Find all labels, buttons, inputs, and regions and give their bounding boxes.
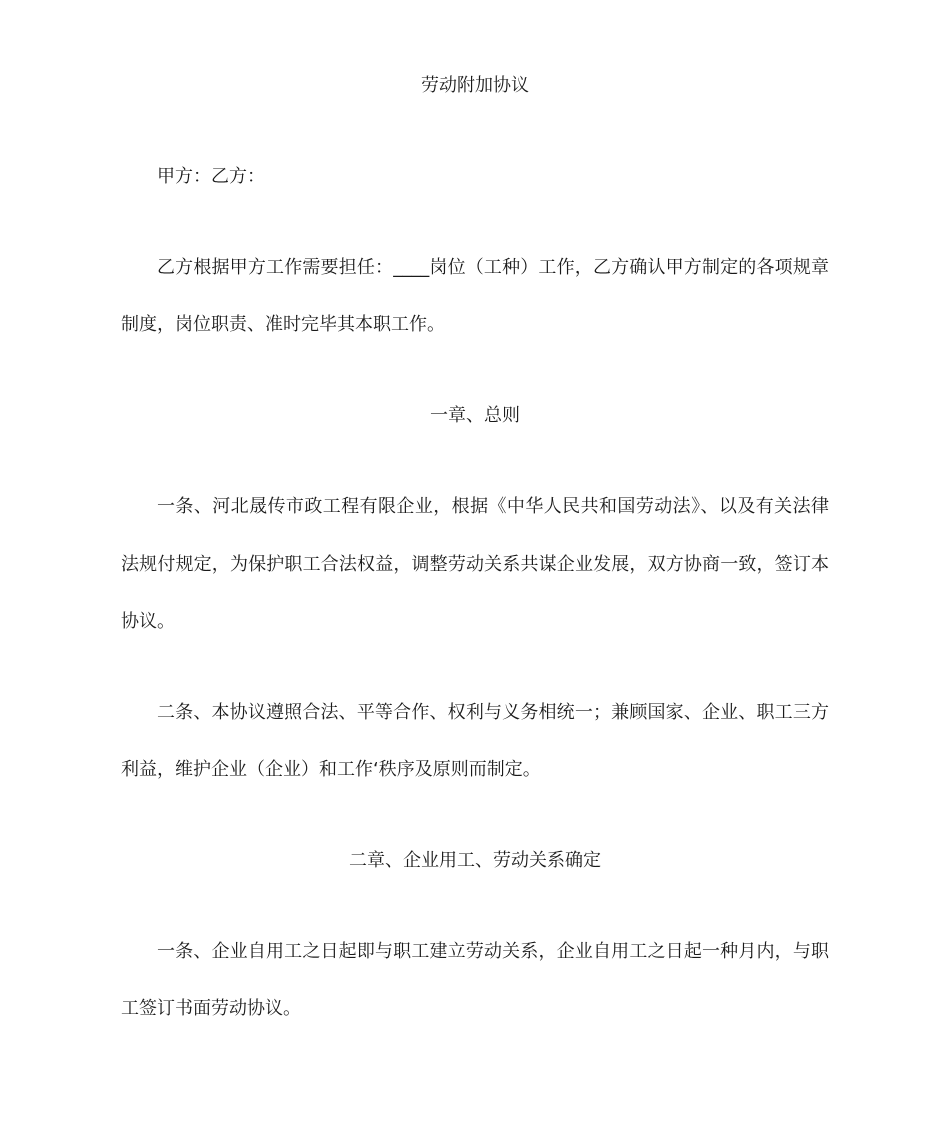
chapter-1-article-1-line-1: 一条、河北晟传市政工程有限企业，根据《中华人民共和国劳动法》、以及有关法律 [157,496,829,517]
document-title: 劳动附加协议 [421,75,529,96]
chapter-1-heading: 一章、总则 [430,405,520,426]
chapter-2-heading: 二章、企业用工、劳动关系确定 [349,850,601,871]
chapter-2-article-1-line-2: 工签订书面劳动协议。 [121,998,301,1019]
intro-line-2: 制度，岗位职责、准时完毕其本职工作。 [121,314,445,335]
intro-line-1: 乙方根据甲方工作需要担任：____岗位（工种）工作，乙方确认甲方制定的各项规章 [157,257,829,278]
chapter-2-article-1-line-1: 一条、企业自用工之日起即与职工建立劳动关系，企业自用工之日起一种月内，与职 [157,941,829,962]
chapter-1-article-1-line-2: 法规付规定，为保护职工合法权益，调整劳动关系共谋企业发展，双方协商一致，签订本 [121,554,829,575]
chapter-1-article-2-line-1: 二条、本协议遵照合法、平等合作、权利与义务相统一；兼顾国家、企业、职工三方 [157,702,829,723]
parties-line: 甲方：乙方： [157,166,265,187]
chapter-1-article-1-line-3: 协议。 [121,611,175,632]
chapter-1-article-2-line-2: 利益，维护企业（企业）和工作‘秩序及原则而制定。 [121,759,541,780]
